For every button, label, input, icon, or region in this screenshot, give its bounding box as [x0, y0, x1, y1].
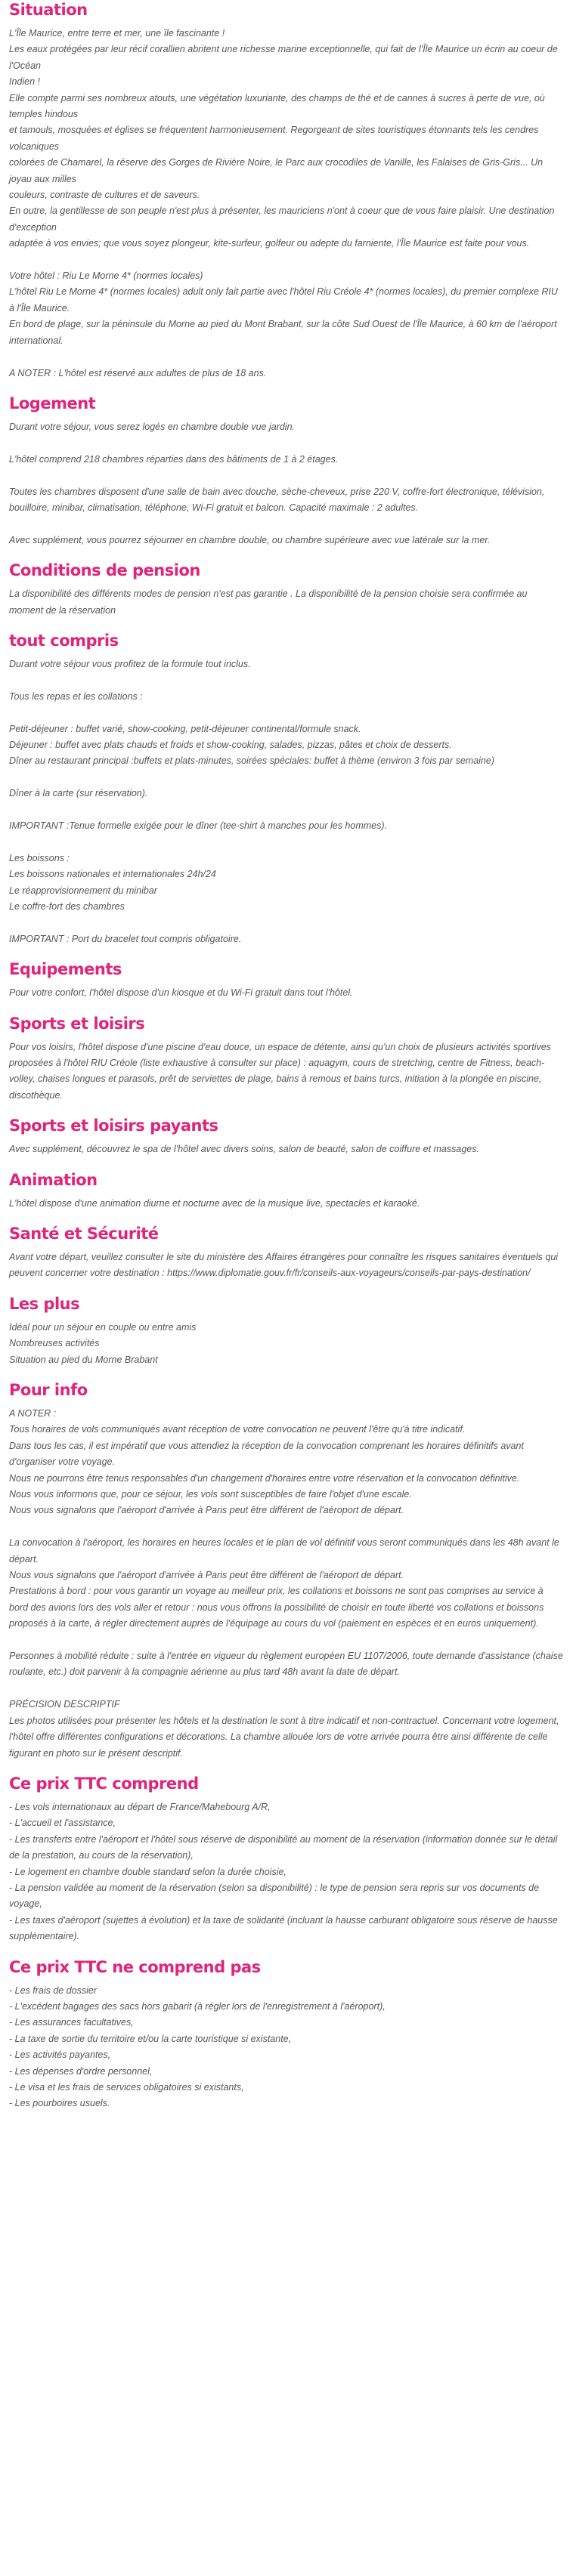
list-item: - L'accueil et l'assistance, [9, 1818, 116, 1829]
section-content [9, 586, 564, 619]
section-title: tout compris [9, 631, 119, 650]
paragraph: couleurs, contraste de cultures et de saveurs. [9, 190, 200, 201]
section-les-plus [9, 1294, 564, 1368]
section-title: Pour info [9, 1381, 88, 1400]
paragraph: Le coffre-fort des chambres [9, 900, 125, 912]
section-pour-info [9, 1380, 564, 1762]
list-item: - Les assurances facultatives, [9, 2017, 134, 2028]
paragraph: Votre hôtel : Riu Le Morne 4* (normes locales) [9, 270, 203, 282]
paragraph: Dîner au restaurant principal :buffets et plats-minutes, soirées spéciales: buffet à thème (environ 3 fois par semaine) [9, 755, 494, 767]
paragraph: L'hôtel comprend 218 chambres réparties dans des bâtiments de 1 à 2 étages. [9, 453, 339, 465]
section-title: Les plus [9, 1294, 80, 1313]
section-title: Sports et loisirs [9, 1014, 145, 1033]
paragraph: Indien ! [9, 76, 41, 88]
section-content [9, 1249, 564, 1282]
paragraph: A NOTER : L'hôtel est réservé aux adultes de plus de 18 ans. [9, 367, 267, 378]
section-title: Animation [9, 1170, 98, 1189]
section-sante-securite [9, 1224, 564, 1282]
paragraph: L'Île Maurice, entre terre et mer, une île fascinante ! [9, 28, 225, 39]
section-sports-loisirs-payants [9, 1116, 564, 1157]
section-tout-compris [9, 631, 564, 947]
section-content [9, 656, 564, 947]
section-title: Sports et loisirs payants [9, 1117, 218, 1135]
section-title: Conditions de pension [9, 561, 200, 580]
paragraph: IMPORTANT :Tenue formelle exigée pour le dîner (tee-shirt à manches pour les hommes). [9, 820, 387, 831]
paragraph: Durant votre séjour vous profitez de la formule tout inclus. [9, 658, 251, 669]
paragraph: Nous vous signalons que l'aéroport d'arrivée à Paris peut être différent de l'aéroport de départ. [9, 1505, 404, 1516]
paragraph: En bord de plage, sur la péninsule du Morne au pied du Mont Brabant, sur la côte Sud Ouest de l'Île Maurice, à 60 km de l'aéroport international. [9, 319, 560, 346]
section-situation [9, 0, 564, 381]
section-content [9, 1406, 564, 1762]
section-conditions-pension [9, 561, 564, 619]
paragraph: Dans tous les cas, il est impératif que vous attendiez la réception de la convocation comprenant les horaires définitifs avant d'organiser votre voyage. [9, 1440, 527, 1468]
paragraph: Prestations à bord : pour vous garantir un voyage au meilleur prix, les collations et boissons ne sont pas comprises au service à bord des avions lors des vols aller et retour : nous vous offrons la possibilité de choisir en toute liberté vos collations et boissons proposés à la carte, à régler directement auprès de l'équipage au cours du vol (paiement en espèces et en euros uniquement). [9, 1586, 547, 1629]
list-item: - Les vols internationaux au départ de France/Mahebourg A/R, [9, 1801, 271, 1812]
paragraph: Avec supplément, vous pourrez séjourner en chambre double, ou chambre supérieure avec vue latérale sur la mer. [9, 534, 491, 545]
section-title: Santé et Sécurité [9, 1224, 159, 1243]
paragraph: Nous ne pourrons être tenus responsables d'un changement d'horaires entre votre réservation et la convocation définitive. [9, 1472, 520, 1484]
list-item: - Les transferts entre l'aéroport et l'hôtel sous réserve de disponibilité au moment de la réservation (information donnée sur le détail de la prestation, au cours de la réservation), [9, 1833, 560, 1861]
paragraph: Situation au pied du Morne Brabant [9, 1354, 158, 1365]
paragraph: L'hôtel Riu Le Morne 4* (normes locales) adult only fait partie avec l'hôtel Riu Créole 4* (normes locales), du premier complexe RIU à l'Île Maurice. [9, 286, 561, 314]
section-content [9, 1799, 564, 1945]
paragraph: La disponibilité des différents modes de pension n'est pas garantie . La disponibilité de la pension choisie sera confirmée au moment de la réservation [9, 588, 530, 616]
section-content [9, 419, 564, 548]
section-prix-comprend [9, 1774, 564, 1945]
paragraph: Idéal pour un séjour en couple ou entre amis [9, 1321, 197, 1333]
section-animation [9, 1170, 564, 1212]
section-equipements [9, 959, 564, 1001]
paragraph: Tous horaires de vols communiqués avant réception de votre convocation ne peuvent l'être qu'à titre indicatif. [9, 1424, 466, 1435]
paragraph: Les boissons nationales et internationales 24h/24 [9, 869, 216, 880]
list-item: - L'excédent bagages des sacs hors gabarit (à régler lors de l'enregistrement à l'aéroport), [9, 2000, 386, 2012]
paragraph: Durant votre séjour, vous serez logés en chambre double vue jardin. [9, 421, 295, 432]
paragraph: Déjeuner : buffet avec plats chauds et froids et show-cooking, salades, pizzas, pâtes et choix de desserts. [9, 739, 452, 750]
paragraph: adaptée à vos envies; que vous soyez plongeur, kite-surfeur, golfeur ou adepte du farniente, l'Île Maurice est faite pour vous. [9, 238, 530, 249]
section-content [9, 985, 564, 1001]
section-sports-loisirs [9, 1014, 564, 1104]
paragraph: Avant votre départ, veuillez consulter le site du ministère des Affaires étrangères pour connaître les risques sanitaires éventuels qui peuvent concerner votre destination : https://www.diplomatie.gouv.fr/fr/conseils-aux-voyageurs/conseils-par-pays-destination/ [9, 1251, 561, 1279]
paragraph: Tous les repas et les collations : [9, 690, 143, 702]
paragraph: Nous vous informons que, pour ce séjour, les vols sont susceptibles de faire l'objet d'une escale. [9, 1489, 412, 1500]
list-item: - La taxe de sortie du territoire et/ou la carte touristique si existante, [9, 2033, 292, 2044]
list-item: - Les taxes d'aéroport (sujettes à évolution) et la taxe de solidarité (incluant la hausse carburant obligatoire sous réserve de hausse supplémentaire). [9, 1914, 561, 1942]
paragraph: Les photos utilisées pour présenter les hôtels et la destination le sont à titre indicatif et non-contractuel. Concernant votre logement, l'hôtel offre différentes configurations et décorations. La chambre allouée lors de votre arrivée pourra être ainsi différente de celle figurant en photo sur le présent descriptif. [9, 1715, 562, 1759]
paragraph: Les boissons : [9, 852, 70, 863]
section-content [9, 26, 564, 381]
section-content [9, 1141, 564, 1157]
paragraph: Pour votre confort, l'hôtel dispose d'un kiosque et du Wi-Fi gratuit dans tout l'hôtel. [9, 987, 353, 999]
section-title: Situation [9, 1, 88, 19]
paragraph: A NOTER : [9, 1408, 57, 1419]
paragraph: et tamouls, mosquées et églises se fréquentent harmonieusement. Regorgeant de sites touristiques étonnants tels les cendres volcaniques [9, 125, 541, 152]
paragraph: Les eaux protégées par leur récif corallien abritent une richesse marine exceptionnelle, qui fait de l'Île Maurice un écrin au coeur de l'Océan [9, 44, 561, 71]
paragraph: Personnes à mobilité réduite : suite à l'entrée en vigueur du règlement européen EU 1107/2006, toute demande d'assistance (chaise roulante, etc.) doit parvenir à la compagnie aérienne au plus tard 48h avant la date de départ. [9, 1651, 566, 1678]
paragraph: La convocation à l'aéroport, les horaires en heures locales et le plan de vol définitif vous seront communiqués dans les 48h avant le départ. [9, 1537, 562, 1564]
paragraph: Dîner à la carte (sur réservation). [9, 788, 148, 799]
list-item: - Les frais de dossier [9, 1985, 98, 1996]
section-title: Equipements [9, 960, 122, 979]
paragraph: Le réapprovisionnement du minibar [9, 885, 157, 896]
list-item: - Les activités payantes, [9, 2049, 111, 2061]
paragraph: L'hôtel dispose d'une animation diurne et nocturne avec de la musique live, spectacles et karaoké. [9, 1197, 420, 1209]
paragraph: PRÉCISION DESCRIPTIF [9, 1699, 120, 1710]
section-logement [9, 394, 564, 548]
list-item: - Le logement en chambre double standard selon la durée choisie, [9, 1866, 286, 1877]
section-prix-ne-comprend-pas [9, 1957, 564, 2112]
list-item: - Les pourboires usuels. [9, 2098, 110, 2109]
section-title: Logement [9, 394, 96, 412]
section-content [9, 1320, 564, 1368]
section-title: Ce prix TTC ne comprend pas [9, 1957, 261, 1976]
paragraph: Petit-déjeuner : buffet varié, show-cooking, petit-déjeuner continental/formule snack. [9, 723, 361, 734]
paragraph: Elle compte parmi ses nombreux atouts, une végétation luxuriante, des champs de thé et de cannes à sucres à perte de vue, où temples hindous [9, 92, 548, 120]
section-content [9, 1196, 564, 1212]
list-item: - Le visa et les frais de services obligatoires si existants, [9, 2082, 244, 2093]
section-content [9, 1039, 564, 1104]
list-item: - Les dépenses d'ordre personnel, [9, 2065, 153, 2077]
paragraph: Nous vous signalons que l'aéroport d'arrivée à Paris peut être différent de l'aéroport de départ. [9, 1570, 404, 1581]
paragraph: IMPORTANT : Port du bracelet tout compris obligatoire. [9, 933, 242, 944]
paragraph: Toutes les chambres disposent d'une salle de bain avec douche, sèche-cheveux, prise 220 V, coffre-fort électronique, télévision, bouilloire, minibar, climatisation, téléphone, Wi-Fi gratuit et balcon. Capacité maximale : 2 adultes. [9, 486, 547, 513]
section-title: Ce prix TTC comprend [9, 1774, 199, 1793]
paragraph: En outre, la gentillesse de son peuple n'est plus à présenter, les mauriciens n'ont à coeur que de vous faire plaisir. Une destination d'exception [9, 205, 557, 233]
paragraph: Nombreuses activités [9, 1338, 100, 1349]
paragraph: Pour vos loisirs, l'hôtel dispose d'une piscine d'eau douce, un espace de détente, ainsi qu'un choix de plusieurs activités sportives proposées à l'hôtel RIU Créole (liste exhaustive à consulter sur place) : aquagym, cours de stretching, centre de Fitness, beach-volley, chaises longues et parasols, prêt de serviettes de plage, bains à remous et bains turcs, initiation à la plongée en piscine, discothèque. [9, 1041, 554, 1101]
list-item: - La pension validée au moment de la réservation (selon sa disponibilité) : le type de pension sera repris sur vos documents de voyage, [9, 1882, 542, 1910]
paragraph: Avec supplément, découvrez le spa de l'hôtel avec divers soins, salon de beauté, salon de coiffure et massages. [9, 1144, 479, 1155]
paragraph: colorées de Chamarel, la réserve des Gorges de Rivière Noire, le Parc aux crocodiles de Vanille, les Falaises de Gris-Gris... Un joyau aux milles [9, 157, 546, 184]
section-content [9, 1983, 564, 2112]
